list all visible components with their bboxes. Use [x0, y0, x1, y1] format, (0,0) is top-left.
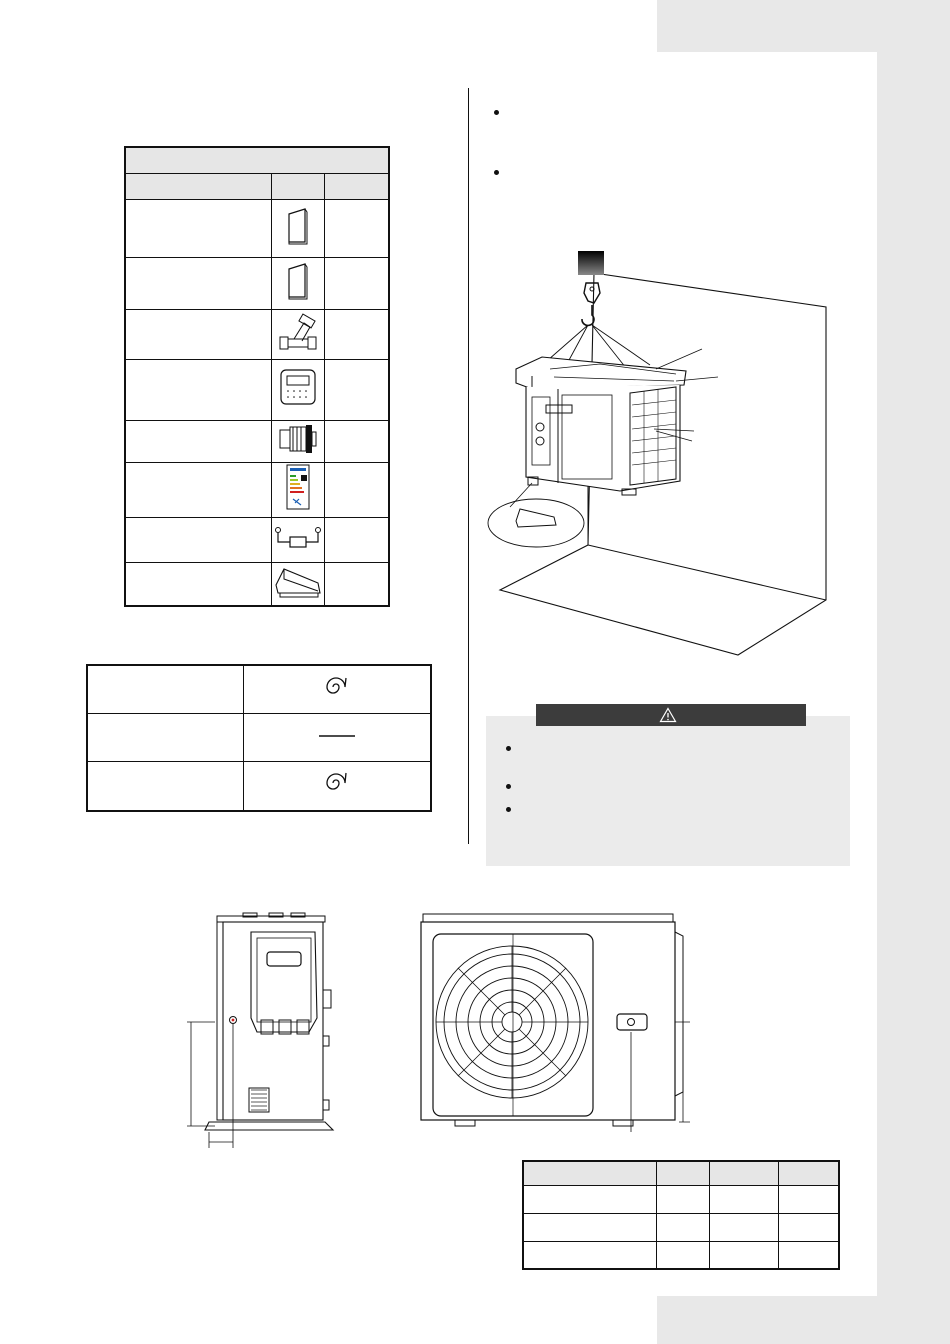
dimension-col-header — [710, 1161, 779, 1185]
accessory-name — [125, 462, 272, 517]
table-row — [125, 462, 389, 517]
accessory-qty — [325, 562, 390, 606]
dimension-cell — [710, 1213, 779, 1241]
table-row — [125, 359, 389, 420]
side-panel — [657, 1296, 950, 1344]
caution-bullet — [506, 784, 511, 789]
accessory-name — [125, 257, 272, 309]
dimension-cell — [710, 1185, 779, 1213]
drain-pan-icon — [272, 563, 324, 599]
dimension-cell — [779, 1241, 840, 1269]
table-row — [125, 517, 389, 562]
accessory-name — [125, 517, 272, 562]
dimension-col-header — [657, 1161, 710, 1185]
dimension-table — [522, 1160, 840, 1270]
dimension-cell — [779, 1213, 840, 1241]
caution-header — [536, 704, 806, 726]
dimension-cell — [710, 1241, 779, 1269]
accessory-name — [125, 562, 272, 606]
table-row — [523, 1241, 839, 1269]
accessory-name — [125, 359, 272, 420]
caution-bullet — [506, 807, 511, 812]
table-row — [87, 665, 431, 713]
caution-bullet — [506, 746, 511, 751]
caution-box — [486, 716, 850, 866]
cable-name — [87, 713, 244, 761]
warning-triangle-icon — [659, 707, 677, 723]
manual-booklet-icon — [285, 206, 311, 246]
unit-front-view — [415, 910, 700, 1140]
cable-name — [87, 665, 244, 713]
dimension-cell — [523, 1213, 657, 1241]
accessory-name — [125, 199, 272, 257]
table-row — [125, 257, 389, 309]
accessory-qty — [325, 257, 390, 309]
accessory-name — [125, 309, 272, 359]
dimension-cell — [523, 1185, 657, 1213]
accessory-qty — [325, 420, 390, 462]
hoisting-illustration — [480, 245, 840, 665]
dimension-cell — [779, 1185, 840, 1213]
accessory-qty — [325, 462, 390, 517]
table-row — [125, 420, 389, 462]
table-row — [125, 562, 389, 606]
dimension-cell — [657, 1185, 710, 1213]
dimension-cell — [657, 1241, 710, 1269]
accessory-name — [125, 420, 272, 462]
cable-table — [86, 664, 432, 812]
cable-name — [87, 761, 244, 811]
wired-controller-icon — [278, 367, 318, 407]
coiled-wire-icon — [322, 769, 352, 797]
coiled-wire-icon — [322, 674, 352, 700]
cable-resistor-icon — [273, 524, 323, 550]
side-panel — [877, 52, 950, 1296]
y-strainer-icon — [276, 311, 320, 353]
table-row — [87, 713, 431, 761]
accessory-qty — [325, 199, 390, 257]
dimension-col-header — [523, 1161, 657, 1185]
straight-wire-icon — [317, 731, 357, 741]
table-row — [87, 761, 431, 811]
accessory-table — [124, 146, 390, 607]
accessory-qty — [325, 359, 390, 420]
manual-booklet-icon — [285, 261, 311, 301]
drain-joint-icon — [276, 422, 320, 456]
unit-side-view — [175, 908, 345, 1153]
table-row — [523, 1185, 839, 1213]
dimension-col-header — [779, 1161, 840, 1185]
accessory-table-title — [125, 147, 389, 173]
dimension-cell — [657, 1213, 710, 1241]
column-divider — [468, 88, 469, 844]
table-row — [523, 1213, 839, 1241]
table-row — [125, 309, 389, 359]
accessory-col-name — [125, 173, 272, 199]
dimension-cell — [523, 1241, 657, 1269]
side-panel — [657, 0, 950, 52]
note-bullet — [494, 170, 499, 175]
accessory-col-qty — [325, 173, 390, 199]
accessory-qty — [325, 309, 390, 359]
note-bullet — [494, 110, 499, 115]
accessory-qty — [325, 517, 390, 562]
accessory-col-shape — [272, 173, 325, 199]
table-row — [125, 199, 389, 257]
energy-label-icon — [285, 463, 311, 511]
